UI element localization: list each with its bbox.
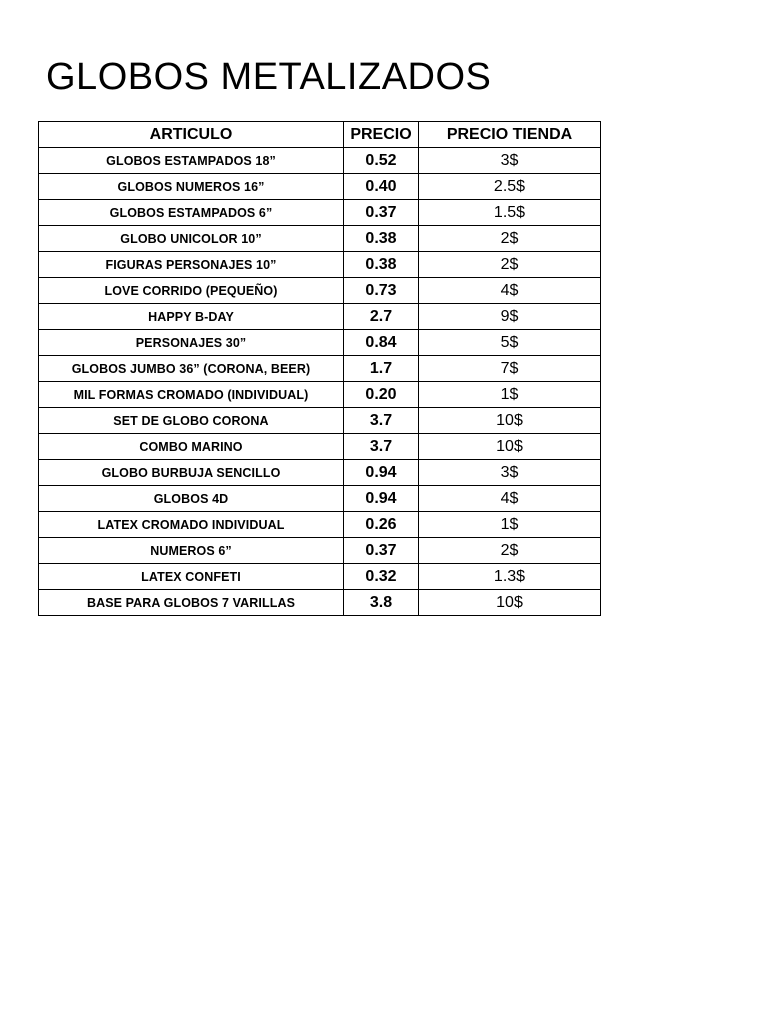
column-header-precio-tienda: PRECIO TIENDA bbox=[419, 122, 601, 148]
articulo-cell: GLOBOS JUMBO 36” (CORONA, BEER) bbox=[39, 356, 344, 382]
precio-cell: 0.40 bbox=[344, 174, 419, 200]
table-row bbox=[39, 226, 601, 252]
precio-tienda-cell: 3$ bbox=[419, 148, 601, 174]
table-row bbox=[39, 382, 601, 408]
table-row bbox=[39, 200, 601, 226]
precio-tienda-cell: 2.5$ bbox=[419, 174, 601, 200]
precio-cell: 3.7 bbox=[344, 434, 419, 460]
articulo-cell: GLOBOS ESTAMPADOS 18” bbox=[39, 148, 344, 174]
precio-cell: 0.37 bbox=[344, 538, 419, 564]
table-header-row bbox=[39, 122, 601, 148]
precio-tienda-cell: 4$ bbox=[419, 278, 601, 304]
precio-cell: 0.84 bbox=[344, 330, 419, 356]
precio-cell: 0.32 bbox=[344, 564, 419, 590]
precio-cell: 0.37 bbox=[344, 200, 419, 226]
precio-tienda-cell: 10$ bbox=[419, 590, 601, 616]
table-row bbox=[39, 460, 601, 486]
price-table bbox=[38, 121, 601, 616]
articulo-cell: MIL FORMAS CROMADO (INDIVIDUAL) bbox=[39, 382, 344, 408]
precio-tienda-cell: 1$ bbox=[419, 382, 601, 408]
precio-cell: 0.94 bbox=[344, 460, 419, 486]
precio-cell: 0.38 bbox=[344, 226, 419, 252]
articulo-cell: SET DE GLOBO CORONA bbox=[39, 408, 344, 434]
precio-tienda-cell: 10$ bbox=[419, 434, 601, 460]
precio-cell: 0.38 bbox=[344, 252, 419, 278]
precio-cell: 1.7 bbox=[344, 356, 419, 382]
precio-tienda-cell: 1.3$ bbox=[419, 564, 601, 590]
table-row bbox=[39, 590, 601, 616]
column-header-articulo: ARTICULO bbox=[39, 122, 344, 148]
articulo-cell: GLOBO BURBUJA SENCILLO bbox=[39, 460, 344, 486]
articulo-cell: PERSONAJES 30” bbox=[39, 330, 344, 356]
articulo-cell: BASE PARA GLOBOS 7 VARILLAS bbox=[39, 590, 344, 616]
table-row bbox=[39, 330, 601, 356]
precio-cell: 0.52 bbox=[344, 148, 419, 174]
precio-tienda-cell: 2$ bbox=[419, 226, 601, 252]
articulo-cell: HAPPY B-DAY bbox=[39, 304, 344, 330]
table-row bbox=[39, 564, 601, 590]
precio-cell: 0.26 bbox=[344, 512, 419, 538]
articulo-cell: GLOBOS 4D bbox=[39, 486, 344, 512]
precio-tienda-cell: 3$ bbox=[419, 460, 601, 486]
precio-tienda-cell: 2$ bbox=[419, 252, 601, 278]
precio-tienda-cell: 1.5$ bbox=[419, 200, 601, 226]
precio-tienda-cell: 4$ bbox=[419, 486, 601, 512]
table-row bbox=[39, 174, 601, 200]
precio-cell: 3.7 bbox=[344, 408, 419, 434]
articulo-cell: FIGURAS PERSONAJES 10” bbox=[39, 252, 344, 278]
articulo-cell: LATEX CROMADO INDIVIDUAL bbox=[39, 512, 344, 538]
precio-tienda-cell: 2$ bbox=[419, 538, 601, 564]
table-row bbox=[39, 538, 601, 564]
page-title: GLOBOS METALIZADOS bbox=[46, 56, 492, 98]
articulo-cell: GLOBO UNICOLOR 10” bbox=[39, 226, 344, 252]
table-row bbox=[39, 356, 601, 382]
precio-cell: 0.73 bbox=[344, 278, 419, 304]
precio-tienda-cell: 5$ bbox=[419, 330, 601, 356]
precio-cell: 2.7 bbox=[344, 304, 419, 330]
precio-tienda-cell: 7$ bbox=[419, 356, 601, 382]
table-row bbox=[39, 408, 601, 434]
precio-cell: 3.8 bbox=[344, 590, 419, 616]
precio-cell: 0.94 bbox=[344, 486, 419, 512]
articulo-cell: LATEX CONFETI bbox=[39, 564, 344, 590]
table-row bbox=[39, 486, 601, 512]
articulo-cell: GLOBOS ESTAMPADOS 6” bbox=[39, 200, 344, 226]
table-row bbox=[39, 278, 601, 304]
precio-tienda-cell: 10$ bbox=[419, 408, 601, 434]
articulo-cell: LOVE CORRIDO (PEQUEÑO) bbox=[39, 278, 344, 304]
precio-cell: 0.20 bbox=[344, 382, 419, 408]
precio-tienda-cell: 1$ bbox=[419, 512, 601, 538]
articulo-cell: GLOBOS NUMEROS 16” bbox=[39, 174, 344, 200]
table-row bbox=[39, 148, 601, 174]
precio-tienda-cell: 9$ bbox=[419, 304, 601, 330]
column-header-precio: PRECIO bbox=[344, 122, 419, 148]
table-row bbox=[39, 252, 601, 278]
articulo-cell: COMBO MARINO bbox=[39, 434, 344, 460]
table-row bbox=[39, 304, 601, 330]
table-row bbox=[39, 434, 601, 460]
articulo-cell: NUMEROS 6” bbox=[39, 538, 344, 564]
table-row bbox=[39, 512, 601, 538]
